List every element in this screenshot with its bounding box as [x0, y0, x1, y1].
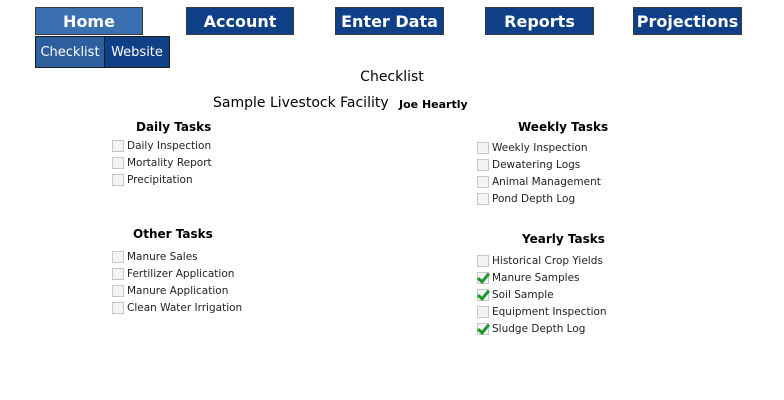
nav-reports-button[interactable]: Reports	[485, 7, 594, 35]
checklist-item-label: Soil Sample	[492, 288, 554, 301]
checkbox[interactable]	[477, 159, 489, 171]
checklist-item-label: Weekly Inspection	[492, 141, 588, 154]
nav-projections-button[interactable]: Projections	[633, 7, 742, 35]
checklist-item-label: Precipitation	[127, 173, 193, 186]
daily-tasks-list	[112, 137, 212, 188]
owner-name: Joe Heartly	[399, 98, 468, 111]
checklist-item[interactable]	[112, 171, 212, 188]
checkbox[interactable]	[477, 176, 489, 188]
checkbox[interactable]	[477, 193, 489, 205]
checklist-item[interactable]	[112, 137, 212, 154]
checklist-item-label: Sludge Depth Log	[492, 322, 586, 335]
checkbox[interactable]	[112, 174, 124, 186]
checklist-item[interactable]	[477, 173, 601, 190]
page-title: Checklist	[360, 69, 424, 85]
checklist-item-label: Manure Samples	[492, 271, 580, 284]
checkbox-checked[interactable]	[477, 323, 489, 335]
other-tasks-heading: Other Tasks	[133, 227, 213, 241]
subnav-website-tab[interactable]: Website	[104, 36, 170, 68]
checklist-item[interactable]	[112, 299, 242, 316]
checkbox-checked[interactable]	[477, 289, 489, 301]
checklist-item[interactable]	[477, 139, 601, 156]
checkbox[interactable]	[477, 306, 489, 318]
checklist-item[interactable]	[112, 248, 242, 265]
checklist-item[interactable]	[112, 282, 242, 299]
checklist-item-label: Dewatering Logs	[492, 158, 581, 171]
checklist-item[interactable]	[477, 286, 607, 303]
checklist-item-label: Animal Management	[492, 175, 601, 188]
checklist-item[interactable]	[477, 252, 607, 269]
other-tasks-list	[112, 248, 242, 316]
nav-account-button[interactable]: Account	[186, 7, 294, 35]
checklist-item[interactable]	[477, 303, 607, 320]
checkbox[interactable]	[477, 255, 489, 267]
checklist-item-label: Equipment Inspection	[492, 305, 607, 318]
checkbox-checked[interactable]	[477, 272, 489, 284]
checklist-item[interactable]	[477, 269, 607, 286]
facility-name: Sample Livestock Facility	[213, 95, 389, 111]
nav-home-button[interactable]: Home	[35, 7, 143, 35]
weekly-tasks-heading: Weekly Tasks	[518, 120, 609, 134]
checklist-item-label: Historical Crop Yields	[492, 254, 603, 267]
checklist-item[interactable]	[477, 190, 601, 207]
checklist-item-label: Daily Inspection	[127, 139, 212, 152]
checklist-item-label: Manure Sales	[127, 250, 198, 263]
checkbox[interactable]	[112, 302, 124, 314]
checklist-item-label: Mortality Report	[127, 156, 212, 169]
checkbox[interactable]	[112, 268, 124, 280]
checkbox[interactable]	[112, 251, 124, 263]
checklist-item[interactable]	[112, 154, 212, 171]
checklist-item[interactable]	[477, 156, 601, 173]
yearly-tasks-heading: Yearly Tasks	[522, 232, 605, 246]
subnav-checklist-tab[interactable]: Checklist	[35, 36, 105, 68]
checklist-item-label: Clean Water Irrigation	[127, 301, 243, 314]
yearly-tasks-list	[477, 252, 607, 337]
checklist-item-label: Pond Depth Log	[492, 192, 576, 205]
checkbox[interactable]	[112, 285, 124, 297]
checkbox[interactable]	[477, 142, 489, 154]
nav-enter-data-button[interactable]: Enter Data	[335, 7, 444, 35]
weekly-tasks-list	[477, 139, 601, 207]
checklist-item[interactable]	[112, 265, 242, 282]
checklist-item-label: Fertilizer Application	[127, 267, 235, 280]
checklist-item-label: Manure Application	[127, 284, 229, 297]
checklist-item[interactable]	[477, 320, 607, 337]
checkbox[interactable]	[112, 140, 124, 152]
checkbox[interactable]	[112, 157, 124, 169]
daily-tasks-heading: Daily Tasks	[136, 120, 212, 134]
